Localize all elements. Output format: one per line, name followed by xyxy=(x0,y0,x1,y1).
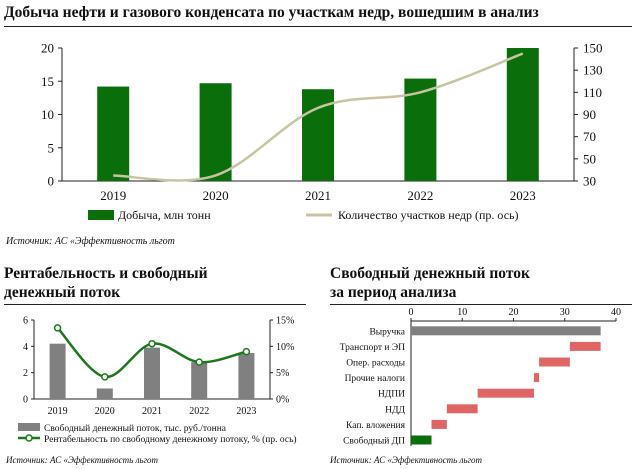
chart3-category-label: Прочие налоги xyxy=(344,374,405,385)
chart3-x-tick-label: 20 xyxy=(508,307,519,318)
chart1-source: Источник: АС «Эффективность льгот xyxy=(6,236,175,247)
chart3-x-tick-label: 10 xyxy=(457,307,468,318)
chart2-title-line1: Рентабельность и свободный xyxy=(4,265,208,282)
chart3-category-label: Транспорт и ЭП xyxy=(339,342,405,353)
chart2-bars xyxy=(50,344,255,399)
chart2-point xyxy=(196,359,202,365)
chart2-x-label: 2023 xyxy=(236,406,257,417)
chart1-bar xyxy=(200,83,232,181)
chart2-left-tick-label: 4 xyxy=(23,341,28,353)
chart1-right-tick-label: 50 xyxy=(583,151,596,167)
chart3-bar xyxy=(478,389,534,398)
chart2-bar xyxy=(238,353,254,399)
chart2-right-axis xyxy=(34,316,294,406)
chart2-point xyxy=(149,341,155,347)
chart3-x-tick-label: 40 xyxy=(611,307,621,318)
chart3-category-labels xyxy=(340,327,406,446)
chart3-category-label: Выручка xyxy=(369,327,405,338)
chart2-legend-line-label: Рентабельность по свободному денежному потоку, % (пр. ось) xyxy=(44,435,297,445)
chart2-left-tick-label: 6 xyxy=(23,315,28,327)
chart2-legend xyxy=(18,423,297,445)
chart2-x-label: 2022 xyxy=(189,406,210,417)
chart3-x-tick-label: 30 xyxy=(559,307,570,318)
chart2-source: Источник: АС «Эффективность льгот xyxy=(6,455,159,465)
chart2-bar xyxy=(191,362,207,399)
chart3-title-line1: Свободный денежный поток xyxy=(330,265,530,282)
chart1-bar xyxy=(507,48,539,181)
chart3-category-label: НДД xyxy=(385,405,405,416)
chart1-bar xyxy=(97,87,129,181)
chart2-bar xyxy=(50,344,66,399)
chart1-x-label: 2022 xyxy=(407,188,434,203)
chart3-category-label: Кап. вложения xyxy=(346,420,405,431)
chart1-legend-bar-label: Добыча, млн тонн xyxy=(118,208,211,222)
chart1-x-label: 2021 xyxy=(305,188,331,203)
chart3-bar xyxy=(534,373,539,382)
chart2-right-tick-label: 15% xyxy=(276,315,295,327)
chart3-title-line2: за период анализа xyxy=(330,284,457,301)
chart2-x-label: 2021 xyxy=(142,406,162,417)
chart1-right-tick-label: 70 xyxy=(583,129,596,145)
chart1-bars xyxy=(97,48,539,181)
chart2-right-tick-label: 0% xyxy=(276,394,290,406)
chart1-svg xyxy=(0,28,638,228)
chart1-title-rule xyxy=(4,26,632,27)
chart1-left-tick-label: 0 xyxy=(47,173,54,189)
chart1-left-axis xyxy=(41,41,62,189)
chart1-legend-bar-swatch xyxy=(88,210,114,220)
chart2-point xyxy=(55,325,61,331)
chart3-bar xyxy=(411,436,432,445)
chart3-x-tick-label: 0 xyxy=(408,307,414,318)
chart1-left-tick-label: 5 xyxy=(47,140,54,156)
chart1-left-tick-label: 20 xyxy=(41,40,54,56)
chart1-x-labels xyxy=(100,188,536,203)
chart1-x-label: 2020 xyxy=(202,188,229,203)
chart3-bar xyxy=(539,358,570,367)
chart3-category-label: НДПИ xyxy=(377,389,405,400)
chart2-title-line2: денежный поток xyxy=(4,284,121,301)
chart2-x-labels xyxy=(48,406,257,417)
chart3-svg xyxy=(320,306,638,446)
chart2-legend-bar-label: Свободный денежный поток, тыс. руб./тонна xyxy=(44,424,227,434)
chart1-legend-line-label: Количество участков недр (пр. ось) xyxy=(338,208,519,222)
chart2-bar xyxy=(144,348,160,399)
chart1-right-tick-label: 90 xyxy=(583,107,596,122)
chart2-right-tick-label: 5% xyxy=(276,368,290,380)
chart2-legend-line-marker xyxy=(26,435,32,441)
chart2-left-tick-label: 2 xyxy=(23,368,28,380)
chart3-bar xyxy=(411,326,601,335)
chart3-bars xyxy=(411,326,601,444)
chart3-category-label: Опер. расходы xyxy=(346,358,405,369)
chart1-right-tick-label: 130 xyxy=(583,62,603,78)
chart1-right-tick-label: 30 xyxy=(583,173,596,189)
chart1-title: Добыча нефти и газового конденсата по участкам недр, вошедшим в анализ xyxy=(4,4,539,21)
chart2-svg xyxy=(0,306,315,446)
chart2-point xyxy=(243,349,249,355)
chart1-right-tick-label: 110 xyxy=(583,84,603,100)
chart2-left-axis xyxy=(23,316,34,406)
chart1-x-label: 2019 xyxy=(100,188,127,203)
chart2-point xyxy=(102,374,108,380)
chart1-x-label: 2023 xyxy=(509,188,536,203)
chart2-x-label: 2020 xyxy=(94,406,115,417)
chart2-bar xyxy=(97,388,113,399)
chart2-left-tick-label: 0 xyxy=(23,394,28,406)
chart2-title-rule xyxy=(4,304,306,305)
chart2-right-tick-label: 10% xyxy=(276,341,295,353)
chart1-right-tick-label: 150 xyxy=(583,40,603,56)
chart3-source: Источник: АС «Эффективность льгот xyxy=(330,455,483,465)
chart3-title-rule xyxy=(330,304,632,305)
chart1-left-tick-label: 10 xyxy=(41,107,54,122)
chart1-legend xyxy=(88,208,519,222)
chart3-bar xyxy=(570,342,601,351)
chart3-bar xyxy=(447,404,478,413)
chart1-left-tick-label: 15 xyxy=(41,73,54,89)
chart2-legend-bar-swatch xyxy=(18,423,40,431)
chart2-x-label: 2019 xyxy=(47,406,68,417)
chart3-category-label: Свободный ДП xyxy=(343,436,405,446)
chart3-bar xyxy=(432,420,447,429)
